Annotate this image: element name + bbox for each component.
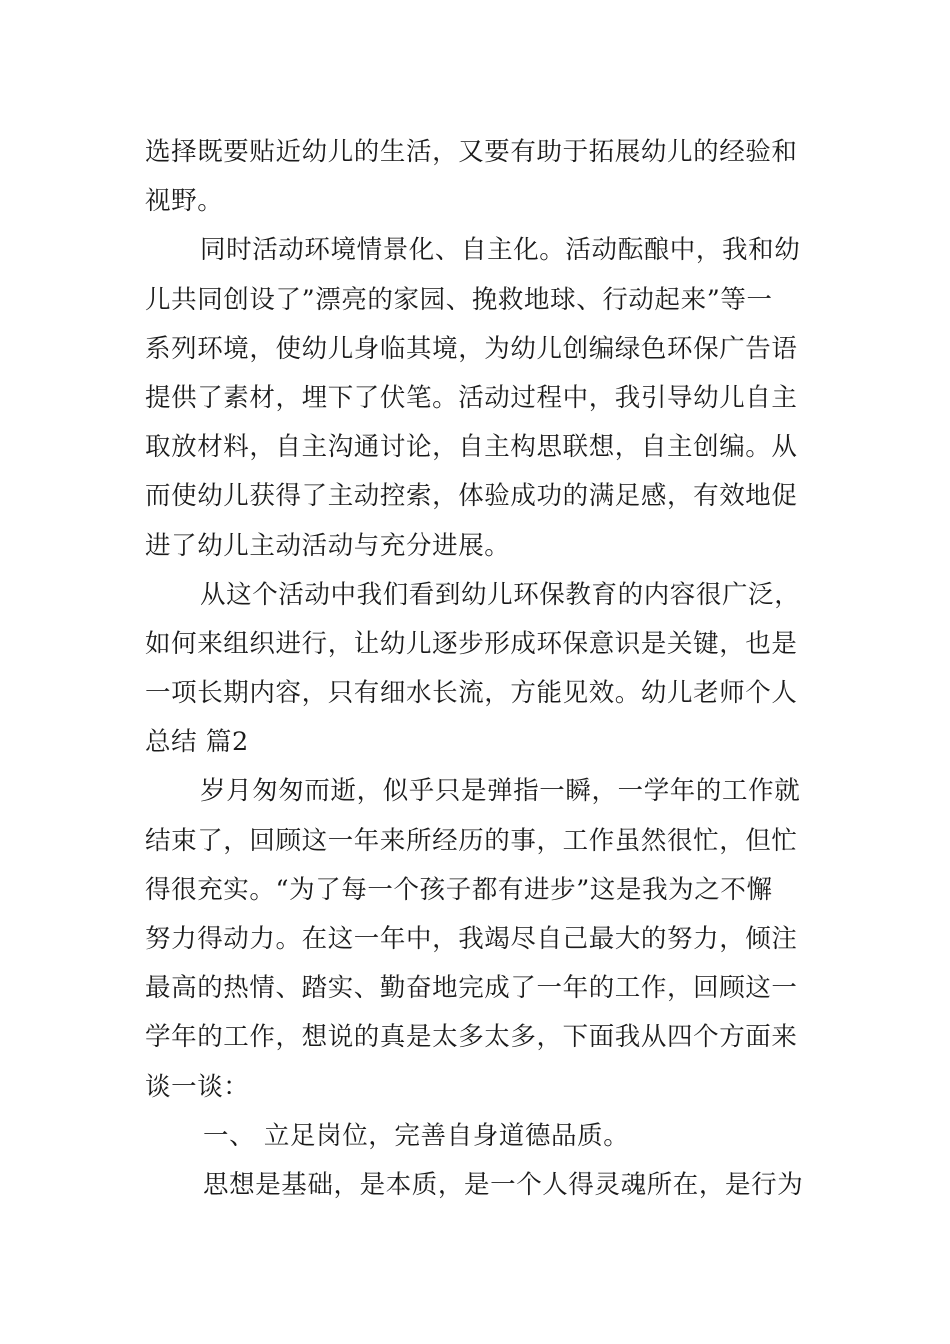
text-line: 结束了，回顾这一年来所经历的事，工作虽然很忙，但忙: [145, 825, 798, 856]
text-line: 提供了素材，埋下了伏笔。活动过程中，我引导幼儿自主: [145, 382, 798, 413]
text-line: 最高的热情、踏实、勤奋地完成了一年的工作，回顾这一: [145, 973, 798, 1004]
text-line: 学年的工作，想说的真是太多太多，下面我从四个方面来: [145, 1022, 798, 1053]
text-line: 儿共同创设了”漂亮的家园、挽救地球、行动起来”等一: [145, 284, 773, 315]
paragraph-start-line: 同时活动环境情景化、自主化。活动酝酿中，我和幼: [200, 235, 801, 266]
paragraph-start-line: 思想是基础，是本质，是一个人得灵魂所在，是行为: [203, 1169, 804, 1200]
text-line: 取放材料，自主沟通讨论，自主构思联想，自主创编。从: [145, 432, 798, 463]
paragraph-start-line: 从这个活动中我们看到幼儿环保教育的内容很广泛，: [200, 579, 801, 610]
text-line: 系列环境，使幼儿身临其境，为幼儿创编绿色环保广告语: [145, 333, 798, 364]
text-line: 一项长期内容，只有细水长流，方能见效。幼儿老师个人: [145, 678, 798, 709]
body-text: [145, 128, 809, 1210]
text-line: 谈一谈：: [145, 1071, 250, 1102]
text-line: 总结 篇2: [145, 727, 249, 758]
text-line: 进了幼儿主动活动与充分进展。: [145, 530, 511, 561]
section-heading: 一、 立足岗位，完善自身道德品质。: [203, 1120, 630, 1151]
text-line: 选择既要贴近幼儿的生活，又要有助于拓展幼儿的经验和: [145, 137, 798, 167]
text-line: 视野。: [145, 186, 224, 217]
paragraph-start-line: 岁月匆匆而逝，似乎只是弹指一瞬，一学年的工作就: [200, 776, 801, 807]
text-line: 努力得动力。在这一年中，我竭尽自己最大的努力，倾注: [145, 924, 798, 954]
text-line: 如何来组织进行，让幼儿逐步形成环保意识是关键，也是: [145, 628, 798, 659]
text-line: 得很充实。“为了每一个孩子都有进步”这是我为之不懈: [145, 874, 773, 905]
text-line: 而使幼儿获得了主动控索，体验成功的满足感，有效地促: [145, 481, 798, 512]
